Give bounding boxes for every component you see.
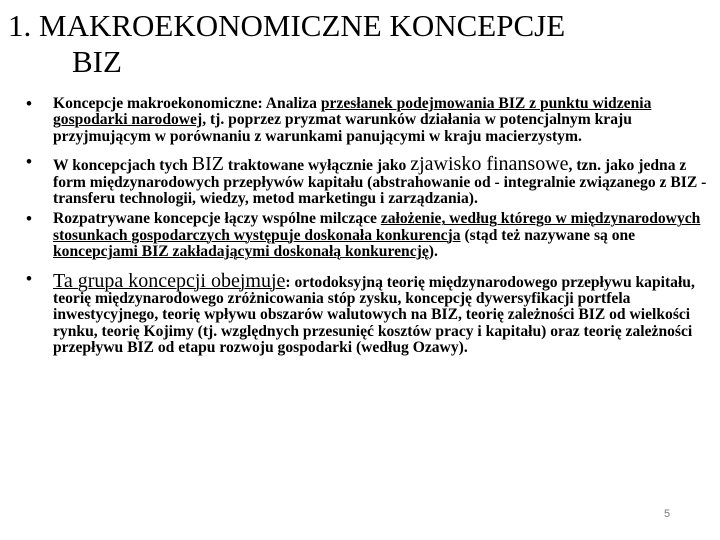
bullet-list [26, 96, 716, 357]
bullet-item [26, 211, 716, 260]
bullet-dot-icon: • [26, 209, 32, 229]
bullet-dot-icon: • [26, 152, 32, 172]
bullet-item [26, 154, 716, 207]
bullet-item [26, 96, 716, 145]
slide-title-line2: BIZ [72, 44, 122, 79]
bullet-text: , tj. poprzez pryzmat warunków działania w potencjalnym kraju przyjmującym w porównaniu z warunkami panującymi w kraju macierzystym. [53, 111, 632, 145]
bullet-text: (stąd też nazywane są one [460, 226, 636, 244]
bullet-text: ). [428, 243, 438, 261]
bullet-dot-icon: • [26, 268, 32, 288]
bullet-text: : ortodoksyjną teorię międzynarodowego przepływu kapitału, teorię międzynarodowego zróżnicowania stóp zysku, koncepcję dywersyfikacji portfela inwestycyjnego, teorię wpływu obszarów walutowych na BIZ, teorię zależności BIZ od wielkości rynku, teorię Kojimy (tj. względnych przesunięć kosztów pracy i kapitału) oraz teorię zależności przepływu BIZ od etapu rozwoju gospodarki (według Ozawy). [53, 273, 695, 357]
slide-title [8, 8, 712, 80]
bullet-text: Rozpatrywane koncepcje łączy wspólne milczące [53, 210, 381, 228]
slide-title-line1: 1. MAKROEKONOMICZNE KONCEPCJE [8, 8, 566, 43]
bullet-text: Koncepcje makroekonomiczne: Analiza [53, 95, 321, 112]
bullet-underlined-text: przesłanek podejmowania BIZ z punktu widzenia gospodarki narodowej [53, 95, 652, 129]
bullet-dot-icon: • [26, 94, 32, 113]
bullet-text: traktowane wyłącznie jako [223, 157, 411, 175]
bullet-emphasis-text: Ta grupa koncepcji obejmuje [53, 269, 286, 292]
bullet-emphasis-text: zjawisko finansowe [410, 153, 569, 176]
bullet-text: W koncepcjach tych [53, 157, 192, 175]
bullet-underlined-text: założenie, według którego w międzynarodowych stosunkach gospodarczych występuje doskonała konkurencja [53, 210, 701, 244]
bullet-item [26, 268, 716, 357]
bullet-text: , tzn. jako jedna z form międzynarodowych przepływów kapitału (abstrahowanie od - integralnie związanego z BIZ - transferu technologii, wiedzy, metod marketingu i zarządzania). [53, 157, 707, 208]
bullet-emphasis-text: BIZ [191, 153, 224, 176]
page-number: 5 [664, 508, 671, 520]
bullet-underlined-text: koncepcjami BIZ zakładającymi doskonałą konkurencję [53, 243, 429, 261]
